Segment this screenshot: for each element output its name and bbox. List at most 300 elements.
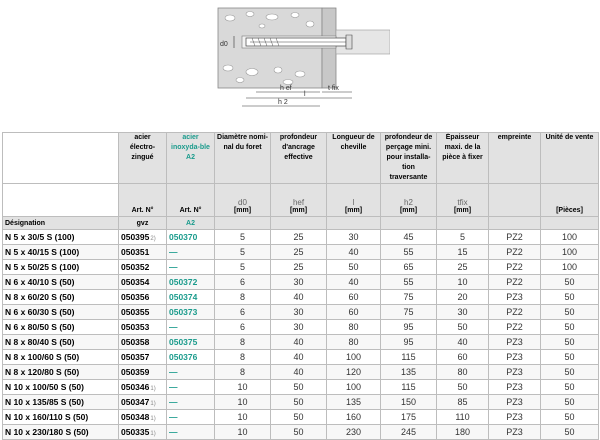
- label-d0: d0: [220, 41, 228, 48]
- unit-cell-text: 50: [564, 367, 575, 377]
- art-a2-cell-text: —: [169, 247, 178, 257]
- length-cell-text: 135: [345, 397, 362, 407]
- header-blank-tfix: [437, 217, 489, 230]
- header-row-symbols: [3, 184, 599, 217]
- hef-cell: [271, 380, 327, 395]
- empreinte-cell: [489, 305, 541, 320]
- header-blank-emp: [489, 217, 541, 230]
- empreinte-cell: [489, 380, 541, 395]
- unit-mm-h2: [mm]: [399, 207, 418, 214]
- tfix-cell: [437, 290, 489, 305]
- length-cell: [327, 245, 381, 260]
- art-galv-cell: [119, 350, 167, 365]
- header-art-galv: acier électro-zingué: [119, 133, 167, 184]
- empreinte-cell: [489, 275, 541, 290]
- art-a2-cell-text: —: [169, 427, 178, 437]
- art-a2-cell-text: —: [169, 262, 178, 272]
- hef-cell-text: 40: [293, 292, 304, 302]
- header-d0: Diamètre nomi-nal du foret: [215, 133, 271, 184]
- art-a2-cell: [167, 275, 215, 290]
- unit-mm-tfix: [mm]: [453, 207, 472, 214]
- art-galv-cell: [119, 290, 167, 305]
- d0-cell-text: 10: [237, 397, 248, 407]
- art-galv-cell: [119, 275, 167, 290]
- unit-mm-l: [mm]: [344, 207, 363, 214]
- empreinte-cell: [489, 260, 541, 275]
- tfix-cell: [437, 260, 489, 275]
- empreinte-cell: [489, 290, 541, 305]
- length-cell: [327, 335, 381, 350]
- hef-cell: [271, 230, 327, 245]
- tfix-cell-text: 25: [457, 262, 468, 272]
- unit-cell-text: 100: [561, 232, 578, 242]
- designation-cell-text: N 8 x 100/60 S (50): [5, 352, 80, 362]
- d0-cell: [215, 290, 271, 305]
- tfix-cell-text: 50: [457, 322, 468, 332]
- designation-cell-text: N 10 x 160/110 S (50): [5, 412, 89, 422]
- art-galv-cell-text: 050347: [121, 397, 150, 407]
- art-a2-cell-text: —: [169, 367, 178, 377]
- h2-cell-text: 95: [403, 337, 414, 347]
- tfix-cell-text: 110: [455, 412, 470, 422]
- unit-cell: [541, 410, 599, 425]
- art-galv-cell: [119, 425, 167, 440]
- header-unit-pieces: [Pièces]: [541, 184, 599, 217]
- empreinte-cell-text: PZ3: [506, 397, 523, 407]
- length-cell: [327, 380, 381, 395]
- art-a2-cell-text: —: [169, 382, 178, 392]
- empreinte-cell-text: PZ2: [506, 322, 523, 332]
- hef-cell: [271, 335, 327, 350]
- art-galv-cell: [119, 305, 167, 320]
- unit-cell-text: 50: [564, 322, 575, 332]
- designation-cell: [3, 320, 119, 335]
- h2-cell-text: 55: [403, 247, 414, 257]
- designation-cell-text: N 5 x 50/25 S (100): [5, 262, 80, 272]
- symbol-hef: hef: [292, 198, 305, 207]
- tfix-cell: [437, 425, 489, 440]
- d0-cell: [215, 410, 271, 425]
- designation-cell: [3, 305, 119, 320]
- length-cell-text: 50: [348, 262, 359, 272]
- unit-cell-text: 50: [564, 337, 575, 347]
- length-cell-text: 230: [345, 427, 362, 437]
- length-cell-text: 60: [348, 292, 359, 302]
- art-a2-cell: [167, 305, 215, 320]
- header-blank-l: [327, 217, 381, 230]
- art-a2-cell-text: 050370: [169, 232, 198, 242]
- art-galv-cell-text: 050356: [121, 292, 150, 302]
- footnote-marker: 1): [150, 416, 156, 422]
- hef-cell: [271, 260, 327, 275]
- empreinte-cell-text: PZ2: [506, 307, 523, 317]
- h2-cell: [381, 425, 437, 440]
- length-cell: [327, 410, 381, 425]
- unit-cell: [541, 350, 599, 365]
- length-cell: [327, 305, 381, 320]
- empreinte-cell-text: PZ3: [506, 337, 523, 347]
- hef-cell-text: 50: [293, 397, 304, 407]
- art-galv-cell-text: 050355: [121, 307, 150, 317]
- unit-cell: [541, 335, 599, 350]
- d0-cell-text: 5: [239, 247, 245, 257]
- d0-cell: [215, 320, 271, 335]
- empreinte-cell-text: PZ3: [506, 427, 523, 437]
- length-cell: [327, 365, 381, 380]
- header-empty-2: [3, 184, 119, 217]
- table-row: [3, 290, 599, 305]
- h2-cell: [381, 275, 437, 290]
- unit-cell: [541, 275, 599, 290]
- designation-cell-text: N 5 x 30/5 S (100): [5, 232, 75, 242]
- h2-cell: [381, 320, 437, 335]
- table-row: [3, 395, 599, 410]
- d0-cell-text: 8: [239, 352, 245, 362]
- designation-cell: [3, 425, 119, 440]
- length-cell-text: 40: [348, 247, 359, 257]
- header-art-a2: acier inoxyda-ble A2: [167, 133, 215, 184]
- tfix-cell: [437, 335, 489, 350]
- tfix-cell-text: 85: [457, 397, 468, 407]
- unit-cell: [541, 260, 599, 275]
- table-row: [3, 260, 599, 275]
- header-unit-hef: [271, 184, 327, 217]
- designation-cell: [3, 230, 119, 245]
- art-galv-cell: [119, 380, 167, 395]
- unit-cell-text: 50: [564, 382, 575, 392]
- hef-cell: [271, 305, 327, 320]
- art-galv-cell-text: 050335: [121, 427, 150, 437]
- art-galv-cell-text: 050357: [121, 352, 150, 362]
- hef-cell: [271, 245, 327, 260]
- h2-cell: [381, 350, 437, 365]
- unit-cell-text: 50: [564, 427, 575, 437]
- length-cell: [327, 290, 381, 305]
- header-unit-h2: [381, 184, 437, 217]
- table-row: [3, 305, 599, 320]
- h2-cell-text: 175: [400, 412, 417, 422]
- header-blank-d0: [215, 217, 271, 230]
- h2-cell-text: 55: [403, 277, 414, 287]
- d0-cell: [215, 275, 271, 290]
- empreinte-cell-text: PZ3: [506, 292, 523, 302]
- art-a2-cell: [167, 245, 215, 260]
- h2-cell-text: 75: [403, 307, 414, 317]
- art-galv-cell: [119, 335, 167, 350]
- length-cell: [327, 425, 381, 440]
- h2-cell: [381, 290, 437, 305]
- unit-mm-d0: [mm]: [233, 207, 252, 214]
- unit-cell-text: 50: [564, 412, 575, 422]
- h2-cell: [381, 230, 437, 245]
- art-a2-cell: [167, 365, 215, 380]
- symbol-h2: h2: [404, 198, 413, 207]
- tfix-cell-text: 20: [457, 292, 468, 302]
- art-a2-cell: [167, 260, 215, 275]
- hef-cell: [271, 395, 327, 410]
- unit-cell: [541, 305, 599, 320]
- empreinte-cell: [489, 410, 541, 425]
- hef-cell: [271, 365, 327, 380]
- table-body: [3, 230, 599, 440]
- table-row: [3, 320, 599, 335]
- hef-cell: [271, 290, 327, 305]
- hef-cell-text: 40: [293, 367, 304, 377]
- d0-cell: [215, 230, 271, 245]
- art-galv-cell-text: 050353: [121, 322, 150, 332]
- hef-cell: [271, 320, 327, 335]
- table-row: [3, 380, 599, 395]
- header-blank-h2: [381, 217, 437, 230]
- art-galv-cell: [119, 365, 167, 380]
- hef-cell-text: 40: [293, 352, 304, 362]
- tfix-cell-text: 30: [457, 307, 468, 317]
- hef-cell-text: 25: [293, 232, 304, 242]
- table-row: [3, 275, 599, 290]
- table-row: [3, 245, 599, 260]
- tfix-cell-text: 5: [459, 232, 465, 242]
- label-tfix: t fix: [328, 85, 339, 92]
- art-galv-cell-text: 050351: [121, 247, 150, 257]
- header-unit-l: [327, 184, 381, 217]
- length-cell-text: 40: [348, 277, 359, 287]
- header-l: Longueur de cheville: [327, 133, 381, 184]
- d0-cell: [215, 305, 271, 320]
- product-specification-table: [2, 132, 599, 440]
- anchor-installation-diagram: [200, 2, 390, 110]
- designation-cell-text: N 5 x 40/15 S (100): [5, 247, 80, 257]
- art-a2-cell: [167, 395, 215, 410]
- h2-cell-text: 115: [401, 382, 416, 392]
- unit-cell: [541, 380, 599, 395]
- symbol-d0: d0: [238, 198, 247, 207]
- unit-cell: [541, 245, 599, 260]
- tfix-cell-text: 50: [457, 382, 468, 392]
- tfix-cell: [437, 305, 489, 320]
- d0-cell: [215, 425, 271, 440]
- length-cell: [327, 275, 381, 290]
- unit-cell: [541, 395, 599, 410]
- h2-cell-text: 245: [400, 427, 417, 437]
- art-galv-cell: [119, 395, 167, 410]
- art-a2-cell: [167, 320, 215, 335]
- header-tfix: Épaisseur maxi. de la pièce à fixer: [437, 133, 489, 184]
- length-cell-text: 60: [348, 307, 359, 317]
- d0-cell-text: 8: [239, 367, 245, 377]
- length-cell: [327, 230, 381, 245]
- length-cell-text: 100: [345, 382, 362, 392]
- designation-cell: [3, 350, 119, 365]
- art-galv-cell-text: 050359: [121, 367, 150, 377]
- unit-cell: [541, 365, 599, 380]
- h2-cell: [381, 260, 437, 275]
- art-galv-cell-text: 050352: [121, 262, 150, 272]
- footnote-marker: 1): [150, 431, 156, 437]
- h2-cell: [381, 305, 437, 320]
- d0-cell-text: 8: [239, 292, 245, 302]
- label-l: l: [304, 91, 306, 98]
- art-galv-cell-text: 050395: [121, 232, 150, 242]
- tfix-cell: [437, 275, 489, 290]
- unit-cell-text: 100: [561, 247, 578, 257]
- tfix-cell: [437, 410, 489, 425]
- tfix-cell: [437, 245, 489, 260]
- d0-cell-text: 8: [239, 337, 245, 347]
- length-cell-text: 80: [348, 337, 359, 347]
- designation-cell: [3, 410, 119, 425]
- unit-cell: [541, 320, 599, 335]
- hef-cell-text: 30: [293, 307, 304, 317]
- tfix-cell-text: 15: [457, 247, 468, 257]
- unit-cell: [541, 425, 599, 440]
- empreinte-cell-text: PZ3: [506, 352, 523, 362]
- length-cell: [327, 395, 381, 410]
- art-a2-cell-text: —: [169, 412, 178, 422]
- empreinte-cell-text: PZ3: [506, 367, 523, 377]
- d0-cell: [215, 395, 271, 410]
- art-a2-cell: [167, 335, 215, 350]
- empreinte-cell-text: PZ2: [506, 247, 523, 257]
- d0-cell-text: 5: [239, 232, 245, 242]
- designation-cell-text: N 8 x 60/20 S (50): [5, 292, 75, 302]
- art-galv-cell: [119, 230, 167, 245]
- hef-cell-text: 25: [293, 262, 304, 272]
- designation-cell: [3, 275, 119, 290]
- length-cell-text: 80: [348, 322, 359, 332]
- tfix-cell: [437, 350, 489, 365]
- length-cell-text: 160: [345, 412, 362, 422]
- footnote-marker: 1): [150, 386, 156, 392]
- empreinte-cell: [489, 320, 541, 335]
- art-a2-cell-text: 050376: [169, 352, 198, 362]
- hef-cell-text: 30: [293, 322, 304, 332]
- tfix-cell-text: 60: [457, 352, 468, 362]
- art-a2-cell-text: —: [169, 397, 178, 407]
- h2-cell-text: 150: [400, 397, 417, 407]
- designation-cell: [3, 260, 119, 275]
- designation-cell: [3, 290, 119, 305]
- table-row: [3, 410, 599, 425]
- footnote-marker: 1): [150, 401, 156, 407]
- symbol-l: l: [352, 198, 355, 207]
- designation-cell: [3, 380, 119, 395]
- hef-cell-text: 30: [293, 277, 304, 287]
- hef-cell: [271, 350, 327, 365]
- empreinte-cell-text: PZ2: [506, 262, 523, 272]
- d0-cell-text: 6: [239, 307, 245, 317]
- unit-cell: [541, 290, 599, 305]
- header-gvz: gvz: [119, 217, 167, 230]
- designation-cell-text: N 8 x 120/80 S (50): [5, 367, 80, 377]
- art-a2-cell: [167, 350, 215, 365]
- header-blank-hef: [271, 217, 327, 230]
- designation-cell-text: N 10 x 100/50 S (50): [5, 382, 84, 392]
- h2-cell-text: 45: [403, 232, 414, 242]
- hef-cell: [271, 410, 327, 425]
- tfix-cell-text: 10: [457, 277, 468, 287]
- designation-cell-text: N 6 x 80/50 S (50): [5, 322, 75, 332]
- empreinte-cell: [489, 365, 541, 380]
- table-row: [3, 335, 599, 350]
- designation-cell-text: N 6 x 40/10 S (50): [5, 277, 75, 287]
- art-a2-cell: [167, 425, 215, 440]
- h2-cell: [381, 395, 437, 410]
- art-galv-cell: [119, 245, 167, 260]
- unit-mm-hef: [mm]: [289, 207, 308, 214]
- header-empty: [3, 133, 119, 184]
- art-a2-cell-text: 050373: [169, 307, 198, 317]
- art-galv-cell-text: 050358: [121, 337, 150, 347]
- header-empty-3: [489, 184, 541, 217]
- empreinte-cell-text: PZ2: [506, 277, 523, 287]
- screw-head: [346, 35, 352, 49]
- art-a2-cell: [167, 380, 215, 395]
- length-cell-text: 100: [345, 352, 362, 362]
- unit-cell-text: 50: [564, 292, 575, 302]
- tfix-cell: [437, 395, 489, 410]
- tfix-cell: [437, 230, 489, 245]
- tfix-cell: [437, 320, 489, 335]
- symbol-tfix: tfix: [457, 198, 468, 207]
- h2-cell: [381, 245, 437, 260]
- empreinte-cell: [489, 395, 541, 410]
- d0-cell: [215, 260, 271, 275]
- d0-cell-text: 10: [237, 427, 248, 437]
- label-hef: h ef: [280, 85, 292, 92]
- table-row: [3, 350, 599, 365]
- designation-cell: [3, 395, 119, 410]
- empreinte-cell: [489, 245, 541, 260]
- tfix-cell-text: 180: [454, 427, 471, 437]
- header-unite: Unité de vente: [541, 133, 599, 184]
- length-cell: [327, 260, 381, 275]
- d0-cell-text: 10: [237, 382, 248, 392]
- label-h2: h 2: [278, 99, 288, 106]
- d0-cell-text: 5: [239, 262, 245, 272]
- length-cell: [327, 350, 381, 365]
- footnote-marker: 2): [150, 236, 156, 242]
- table-row: [3, 365, 599, 380]
- designation-cell-text: N 8 x 80/40 S (50): [5, 337, 75, 347]
- empreinte-cell-text: PZ3: [506, 412, 523, 422]
- hef-cell-text: 50: [293, 427, 304, 437]
- h2-cell-text: 95: [403, 322, 414, 332]
- art-a2-cell-text: 050372: [169, 277, 198, 287]
- h2-cell: [381, 365, 437, 380]
- h2-cell: [381, 410, 437, 425]
- d0-cell-text: 6: [239, 322, 245, 332]
- header-hef: profondeur d'ancrage effective: [271, 133, 327, 184]
- art-galv-cell-text: 050348: [121, 412, 150, 422]
- art-a2-cell-text: —: [169, 322, 178, 332]
- art-galv-cell: [119, 320, 167, 335]
- header-blank-unit: [541, 217, 599, 230]
- art-a2-cell: [167, 410, 215, 425]
- hef-cell-text: 25: [293, 247, 304, 257]
- header-empreinte: empreinte: [489, 133, 541, 184]
- h2-cell: [381, 335, 437, 350]
- empreinte-cell: [489, 350, 541, 365]
- header-unit-tfix: [437, 184, 489, 217]
- header-unit-d0: [215, 184, 271, 217]
- length-cell-text: 30: [348, 232, 359, 242]
- empreinte-cell-text: PZ2: [506, 232, 523, 242]
- hef-cell-text: 40: [293, 337, 304, 347]
- h2-cell-text: 65: [403, 262, 414, 272]
- unit-cell-text: 50: [564, 352, 575, 362]
- unit-cell-text: 50: [564, 277, 575, 287]
- h2-cell: [381, 380, 437, 395]
